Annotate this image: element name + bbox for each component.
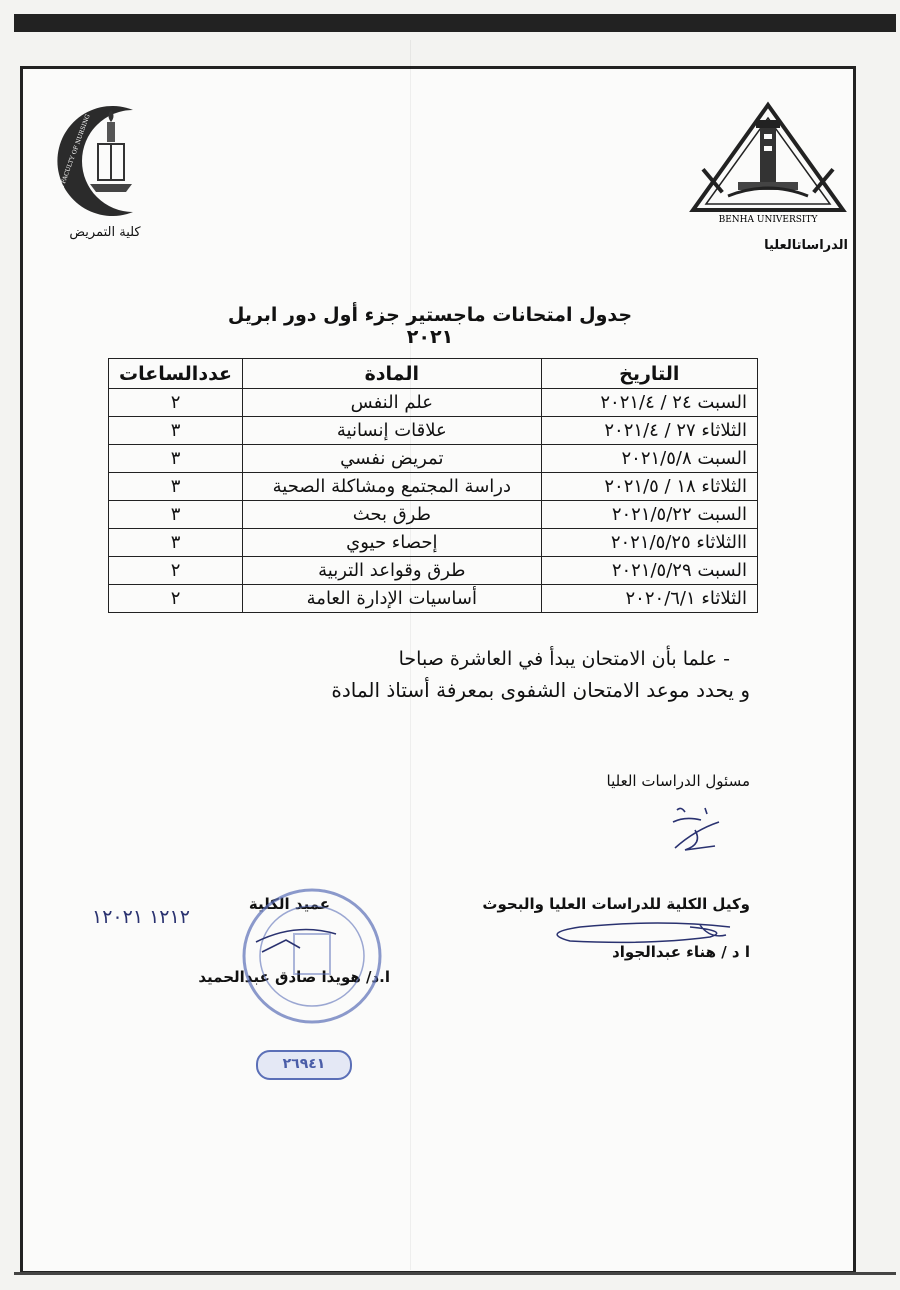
dean-name: ا.د/ هويدا صادق عبدالحميد bbox=[198, 968, 390, 986]
table-row bbox=[109, 529, 758, 557]
table-row bbox=[109, 557, 758, 585]
university-caption: الدراساتالعليا bbox=[764, 238, 848, 253]
header-hours: عددالساعات bbox=[109, 359, 243, 389]
row-hours: ٢ bbox=[109, 389, 243, 417]
dean-title: عميد الكلية bbox=[248, 895, 330, 913]
row-subject: أساسيات الإدارة العامة bbox=[243, 585, 542, 613]
header-date: التاريخ bbox=[541, 359, 757, 389]
grad-studies-officer-title: مسئول الدراسات العليا bbox=[606, 772, 750, 790]
table-row bbox=[109, 585, 758, 613]
row-hours: ٢ bbox=[109, 557, 243, 585]
row-date: االثلاثاء ٢٠٢١/٥/٢٥ bbox=[541, 529, 757, 557]
table-row bbox=[109, 417, 758, 445]
row-subject: علم النفس bbox=[243, 389, 542, 417]
table-row bbox=[109, 501, 758, 529]
exam-schedule-table bbox=[108, 358, 758, 613]
note-exam-start-time: - علما بأن الامتحان يبدأ في العاشرة صباحا bbox=[398, 648, 730, 670]
row-date: السبت ٢٠٢١/٥/٨ bbox=[541, 445, 757, 473]
row-hours: ٣ bbox=[109, 445, 243, 473]
faculty-of-nursing-logo bbox=[38, 96, 158, 226]
faculty-round-stamp bbox=[226, 882, 386, 1027]
svg-text:BENHA FACULTY OF NURSING: BENHA FACULTY OF NURSING bbox=[51, 113, 92, 209]
row-subject: إحصاء حيوي bbox=[243, 529, 542, 557]
row-date: السبت ٢٠٢١/٥/٢٩ bbox=[541, 557, 757, 585]
row-subject: علاقات إنسانية bbox=[243, 417, 542, 445]
grad-officer-signature bbox=[655, 800, 725, 856]
row-subject: طرق وقواعد التربية bbox=[243, 557, 542, 585]
header-subject: المادة bbox=[243, 359, 542, 389]
scan-top-bar bbox=[14, 14, 896, 32]
row-hours: ٣ bbox=[109, 473, 243, 501]
row-subject: دراسة المجتمع ومشاكلة الصحية bbox=[243, 473, 542, 501]
table-row bbox=[109, 473, 758, 501]
row-subject: طرق بحث bbox=[243, 501, 542, 529]
stamp-reference-number: ٢٦٩٤١ bbox=[256, 1050, 352, 1080]
row-subject: تمريض نفسي bbox=[243, 445, 542, 473]
faculty-caption: كلية التمريض bbox=[69, 225, 141, 240]
row-date: السبت ٢٠٢١/٥/٢٢ bbox=[541, 501, 757, 529]
row-date: الثلاثاء ٢٠٢٠/٦/١ bbox=[541, 585, 757, 613]
vice-dean-name: ا د / هناء عبدالجواد bbox=[612, 943, 750, 961]
row-hours: ٣ bbox=[109, 529, 243, 557]
table-header-row bbox=[109, 359, 758, 389]
note-oral-exam: و يحدد موعد الامتحان الشفوى بمعرفة أستاذ المادة bbox=[331, 678, 750, 702]
table-row bbox=[109, 389, 758, 417]
handwritten-number: ١٢١٢ ١٢٠٢١ bbox=[92, 906, 190, 928]
scan-bottom-line bbox=[14, 1272, 896, 1275]
svg-text:BENHA UNIVERSITY: BENHA UNIVERSITY bbox=[718, 215, 818, 225]
table-row bbox=[109, 445, 758, 473]
row-date: السبت ٢٤ / ٢٠٢١/٤ bbox=[541, 389, 757, 417]
row-hours: ٢ bbox=[109, 585, 243, 613]
row-date: الثلاثاء ٢٧ / ٢٠٢١/٤ bbox=[541, 417, 757, 445]
document-frame bbox=[20, 66, 856, 1274]
row-hours: ٣ bbox=[109, 417, 243, 445]
vice-dean-title: وكيل الكلية للدراسات العليا والبحوث bbox=[482, 895, 750, 913]
page-title: جدول امتحانات ماجستير جزء أول دور ابريل ٢٠٢١ bbox=[227, 304, 633, 348]
benha-university-logo bbox=[688, 100, 848, 225]
row-date: الثلاثاء ١٨ / ٢٠٢١/٥ bbox=[541, 473, 757, 501]
row-hours: ٣ bbox=[109, 501, 243, 529]
